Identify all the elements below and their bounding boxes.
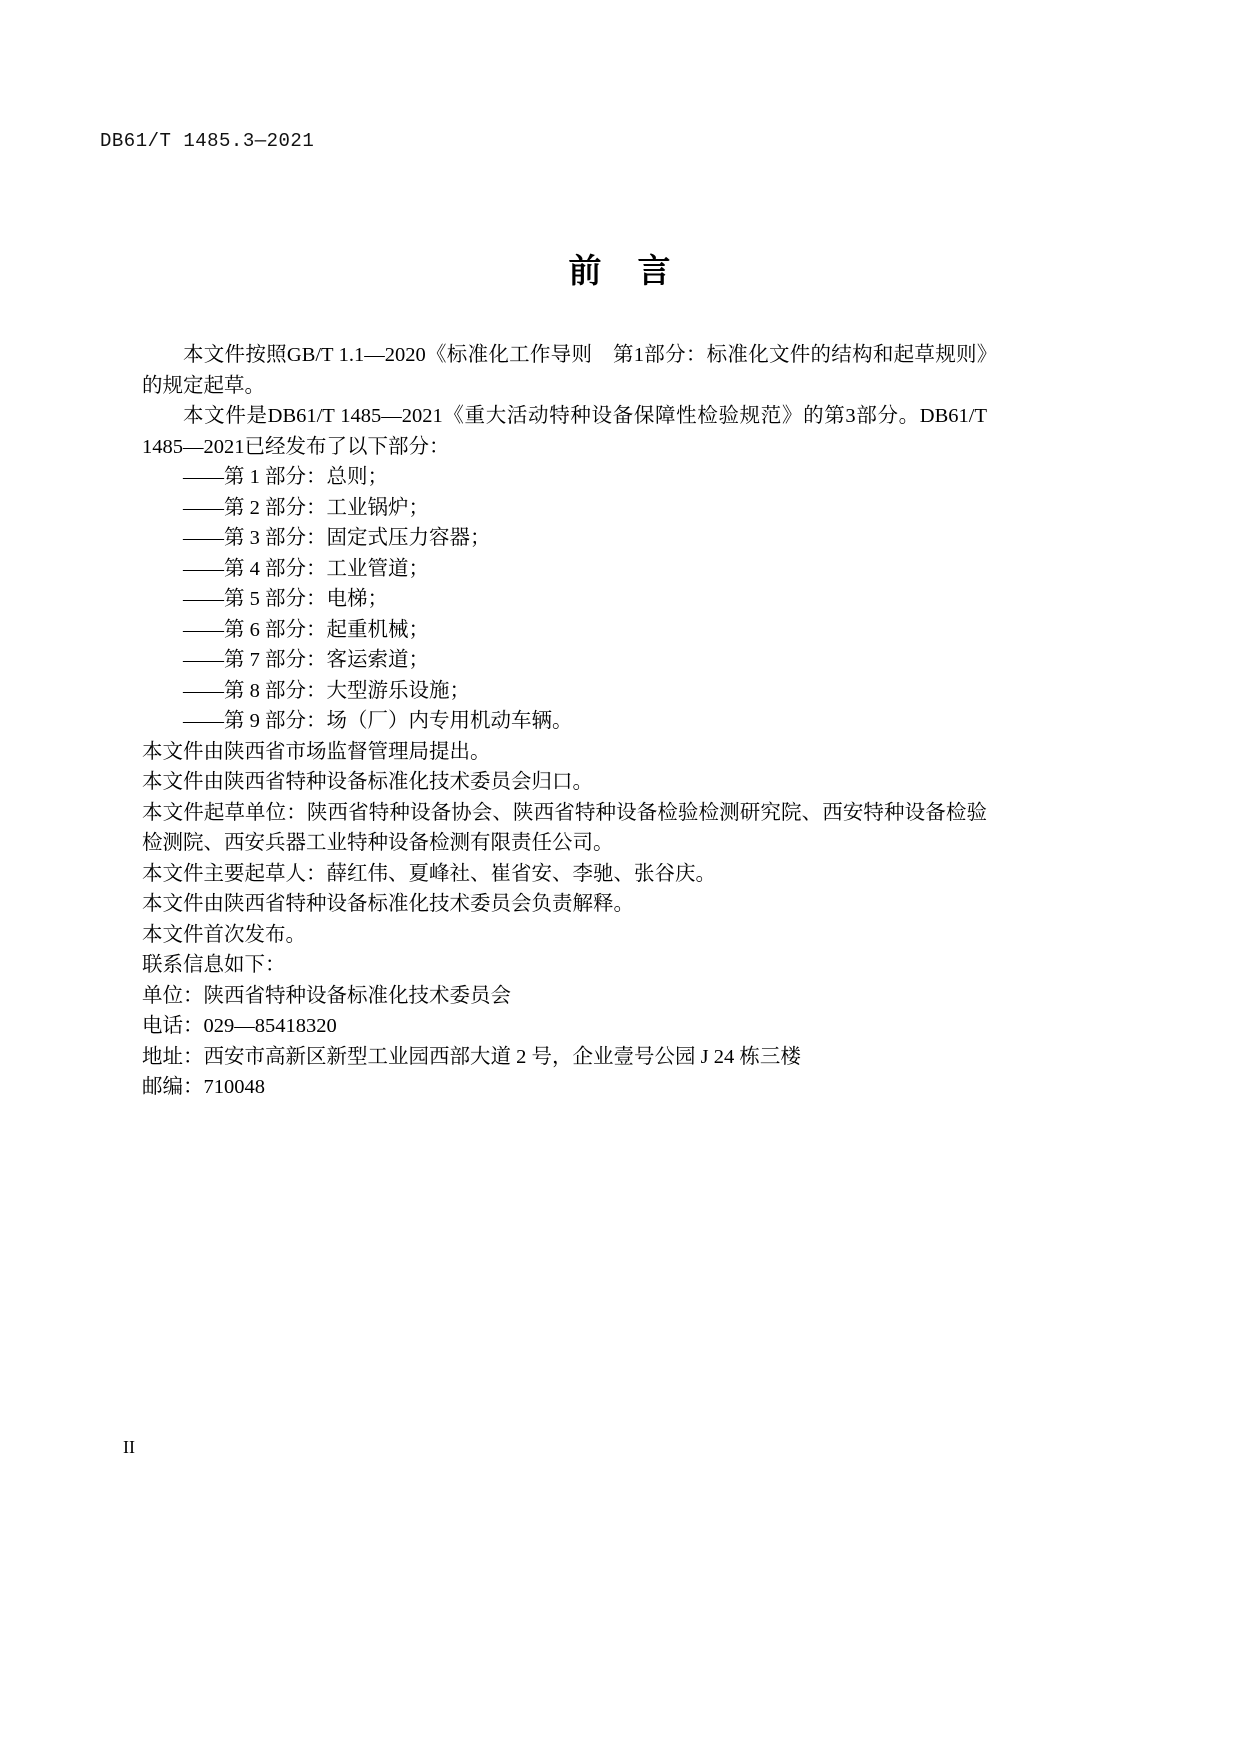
foreword-statement-administration: 本文件由陕西省特种设备标准化技术委员会归口。 xyxy=(142,771,593,793)
list-item: ——第 6 部分：起重机械； xyxy=(183,618,429,641)
page-title-char-2: 言 xyxy=(637,251,673,290)
page-title-char-1: 前 xyxy=(568,251,604,290)
list-item: ——第 4 部分：工业管道； xyxy=(183,557,429,580)
list-item: ——第 9 部分：场（厂）内专用机动车辆。 xyxy=(183,710,573,732)
contact-intro: 联系信息如下： xyxy=(142,954,286,976)
list-item: ——第 8 部分：大型游乐设施； xyxy=(183,679,470,702)
contact-unit: 单位：陕西省特种设备标准化技术委员会 xyxy=(142,984,511,1007)
foreword-body xyxy=(142,340,987,1103)
list-item: ——第 5 部分：电梯； xyxy=(183,588,388,610)
foreword-statement-drafting-units: 本文件起草单位：陕西省特种设备协会、陕西省特种设备检验检测研究院、西安特种设备检验检测院、西安兵器工业特种设备检测有限责任公司。 xyxy=(142,801,987,854)
list-item: ——第 3 部分：固定式压力容器； xyxy=(183,527,491,549)
foreword-paragraph-2: 本文件是DB61/T 1485—2021《重大活动特种设备保障性检验规范》的第3部分。DB61/T 1485—2021已经发布了以下部分： xyxy=(142,405,987,458)
list-item: ——第 2 部分：工业锅炉； xyxy=(183,496,429,519)
contact-address: 地址：西安市高新区新型工业园西部大道 2 号，企业壹号公园 J 24 栋三楼 xyxy=(142,1045,801,1068)
document-header-code: DB61/T 1485.3—2021 xyxy=(100,130,315,152)
list-item: ——第 1 部分：总则； xyxy=(183,466,388,488)
foreword-paragraph-1: 本文件按照GB/T 1.1—2020《标准化工作导则 第1部分：标准化文件的结构和起草规则》的规定起草。 xyxy=(142,344,987,397)
list-item: ——第 7 部分：客运索道； xyxy=(183,649,429,671)
page-title xyxy=(0,245,1241,292)
foreword-statement-proposer: 本文件由陕西省市场监督管理局提出。 xyxy=(142,740,491,763)
contact-phone: 电话：029—85418320 xyxy=(142,1015,337,1037)
page-number: II xyxy=(123,1437,135,1457)
foreword-statement-first-publication: 本文件首次发布。 xyxy=(142,923,306,946)
contact-postcode: 邮编：710048 xyxy=(142,1076,265,1098)
foreword-statement-main-drafters: 本文件主要起草人：薛红伟、夏峰社、崔省安、李驰、张谷庆。 xyxy=(142,862,716,885)
foreword-statement-interpretation: 本文件由陕西省特种设备标准化技术委员会负责解释。 xyxy=(142,893,634,915)
